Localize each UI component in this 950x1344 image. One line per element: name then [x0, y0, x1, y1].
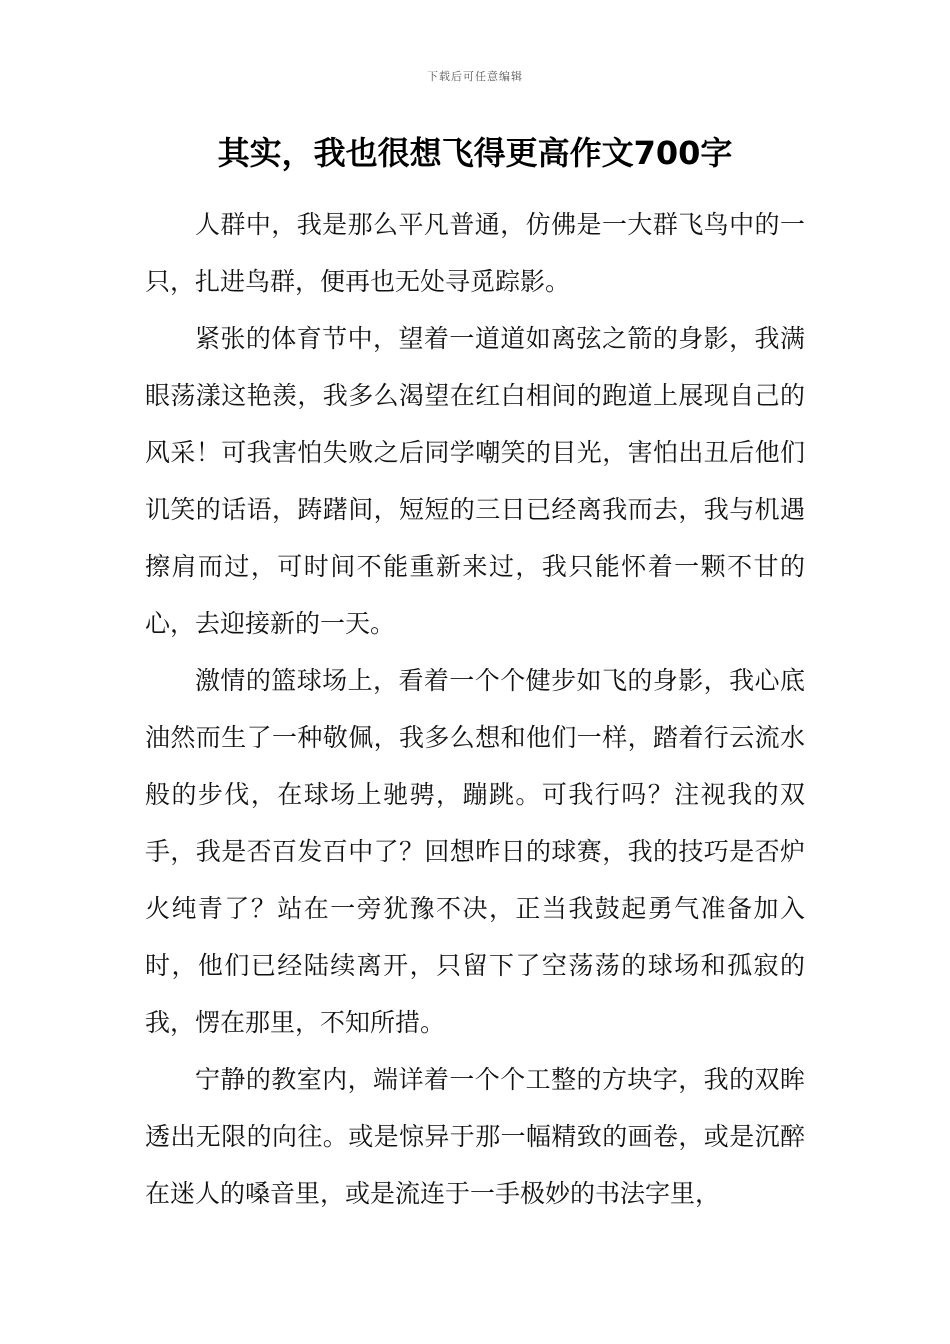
paragraph-3: 激情的篮球场上，看着一个个健步如飞的身影，我心底油然而生了一种敬佩，我多么想和他们一样，踏着行云流水般的步伐，在球场上驰骋，蹦跳。可我行吗？注视我的双手，我是否百发百中了？回想昨日的球赛，我的技巧是否炉火纯青了？站在一旁犹豫不决，正当我鼓起勇气准备加入时，他们已经陆续离开，只留下了空荡荡的球场和孤寂的我，愣在那里，不知所措。	[145, 666, 805, 1037]
paragraph-1: 人群中，我是那么平凡普通，仿佛是一大群飞鸟中的一只，扎进鸟群，便再也无处寻觅踪影。	[145, 210, 805, 296]
document-body	[145, 196, 805, 1222]
document-title: 其实，我也很想飞得更高作文700字	[217, 134, 733, 172]
header-note: 下载后可任意编辑	[427, 70, 523, 83]
paragraph-2: 紧张的体育节中，望着一道道如离弦之箭的身影，我满眼荡漾这艳羡，我多么渴望在红白相间的跑道上展现自己的风采！可我害怕失败之后同学嘲笑的目光，害怕出丑后他们讥笑的话语，踌躇间，短短的三日已经离我而去，我与机遇擦肩而过，可时间不能重新来过，我只能怀着一颗不甘的心，去迎接新的一天。	[145, 324, 805, 638]
paragraph-4: 宁静的教室内，端详着一个个工整的方块字，我的双眸透出无限的向往。或是惊异于那一幅精致的画卷，或是沉醉在迷人的嗓音里，或是流连于一手极妙的书法字里，	[145, 1065, 805, 1208]
